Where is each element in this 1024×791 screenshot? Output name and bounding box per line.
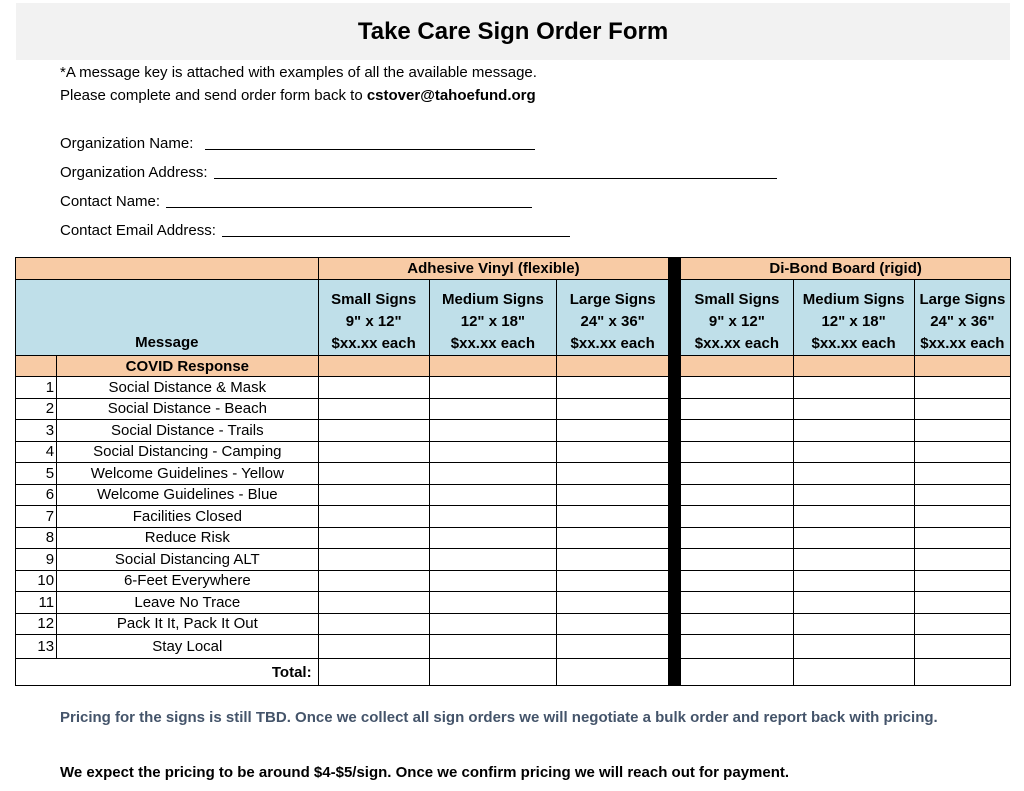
dibond-large-qty-input[interactable] xyxy=(914,441,1010,463)
vinyl-medium-qty-input[interactable] xyxy=(429,613,556,635)
dibond-medium-qty-input[interactable] xyxy=(793,463,914,485)
vinyl-small-qty-input[interactable] xyxy=(318,506,429,528)
dibond-large-qty-input[interactable] xyxy=(914,592,1010,614)
table-row xyxy=(16,506,1011,528)
vinyl-large-qty-input[interactable] xyxy=(557,506,669,528)
vinyl-small-header xyxy=(318,280,429,356)
total-row xyxy=(16,659,1011,686)
vinyl-large-qty-input[interactable] xyxy=(557,527,669,549)
contact-name-input[interactable] xyxy=(166,193,532,208)
vinyl-small-qty-input[interactable] xyxy=(318,570,429,592)
column-separator xyxy=(669,549,681,571)
dibond-medium-qty-input[interactable] xyxy=(793,506,914,528)
dibond-large-qty-input[interactable] xyxy=(914,527,1010,549)
vinyl-large-qty-input[interactable] xyxy=(557,570,669,592)
size-dims: 24" x 36" xyxy=(580,313,645,330)
group-header-blank xyxy=(16,258,319,280)
dibond-medium-qty-input[interactable] xyxy=(793,613,914,635)
row-message: Social Distancing ALT xyxy=(57,549,319,571)
size-name: Large Signs xyxy=(569,291,656,308)
row-message: Welcome Guidelines - Blue xyxy=(57,484,319,506)
size-name: Small Signs xyxy=(694,291,780,308)
vinyl-large-qty-input[interactable] xyxy=(557,549,669,571)
dibond-small-qty-input[interactable] xyxy=(681,549,793,571)
dibond-large-qty-input[interactable] xyxy=(914,570,1010,592)
vinyl-large-qty-input[interactable] xyxy=(557,613,669,635)
dibond-small-qty-input[interactable] xyxy=(681,635,793,659)
row-number: 10 xyxy=(16,570,57,592)
vinyl-small-qty-input[interactable] xyxy=(318,527,429,549)
dibond-small-qty-input[interactable] xyxy=(681,570,793,592)
size-price: $xx.xx each xyxy=(331,335,416,352)
section-num-cell xyxy=(16,356,57,377)
dibond-large-qty-input[interactable] xyxy=(914,506,1010,528)
size-name: Medium Signs xyxy=(442,291,544,308)
row-number: 6 xyxy=(16,484,57,506)
dibond-large-qty-input[interactable] xyxy=(914,635,1010,659)
table-row xyxy=(16,398,1011,420)
dibond-medium-qty-input[interactable] xyxy=(793,398,914,420)
dibond-large-qty-input[interactable] xyxy=(914,398,1010,420)
form-fields xyxy=(60,127,777,243)
vinyl-large-qty-input[interactable] xyxy=(557,484,669,506)
dibond-medium-qty-input[interactable] xyxy=(793,592,914,614)
table-row xyxy=(16,635,1011,659)
vinyl-medium-qty-input[interactable] xyxy=(429,570,556,592)
dibond-small-qty-input[interactable] xyxy=(681,441,793,463)
dibond-large-qty-input[interactable] xyxy=(914,484,1010,506)
title-bar xyxy=(16,3,1010,60)
column-separator xyxy=(669,463,681,485)
section-row xyxy=(16,356,1011,377)
size-header-row xyxy=(16,280,1011,356)
vinyl-large-qty-input[interactable] xyxy=(557,441,669,463)
dibond-large-qty-input[interactable] xyxy=(914,613,1010,635)
vinyl-large-qty-input[interactable] xyxy=(557,463,669,485)
row-number: 8 xyxy=(16,527,57,549)
table-row xyxy=(16,613,1011,635)
column-separator xyxy=(669,280,681,356)
dibond-small-qty-input[interactable] xyxy=(681,592,793,614)
organization-name-input[interactable] xyxy=(205,135,535,150)
vinyl-medium-qty-input[interactable] xyxy=(429,463,556,485)
section-cell xyxy=(681,356,793,377)
vinyl-small-qty-input[interactable] xyxy=(318,463,429,485)
section-cell xyxy=(318,356,429,377)
table-row xyxy=(16,549,1011,571)
dibond-medium-qty-input[interactable] xyxy=(793,484,914,506)
intro-line-2-text: Please complete and send order form back to xyxy=(60,87,367,104)
dibond-small-qty-input[interactable] xyxy=(681,420,793,442)
row-message: Social Distance - Trails xyxy=(57,420,319,442)
contact-name-field xyxy=(60,185,777,214)
section-cell xyxy=(793,356,914,377)
table-row xyxy=(16,592,1011,614)
contact-email-link[interactable]: cstover@tahoefund.org xyxy=(366,87,536,104)
column-separator xyxy=(669,484,681,506)
section-label: COVID Response xyxy=(57,356,319,377)
dibond-small-qty-input[interactable] xyxy=(681,377,793,399)
row-number: 3 xyxy=(16,420,57,442)
vinyl-small-qty-input[interactable] xyxy=(318,420,429,442)
size-name: Large Signs xyxy=(919,291,1006,308)
group-header-vinyl: Adhesive Vinyl (flexible) xyxy=(318,258,669,280)
vinyl-medium-qty-input[interactable] xyxy=(429,592,556,614)
dibond-small-qty-input[interactable] xyxy=(681,613,793,635)
vinyl-small-qty-input[interactable] xyxy=(318,484,429,506)
group-header-dibond: Di-Bond Board (rigid) xyxy=(681,258,1011,280)
column-separator xyxy=(669,659,681,686)
vinyl-medium-qty-input[interactable] xyxy=(429,635,556,659)
table-row xyxy=(16,570,1011,592)
column-separator xyxy=(669,527,681,549)
row-message: 6-Feet Everywhere xyxy=(57,570,319,592)
column-separator xyxy=(669,592,681,614)
vinyl-small-qty-input[interactable] xyxy=(318,441,429,463)
column-separator xyxy=(669,398,681,420)
dibond-medium-qty-input[interactable] xyxy=(793,527,914,549)
organization-name-field xyxy=(60,127,777,156)
size-price: $xx.xx each xyxy=(694,335,780,352)
section-cell xyxy=(914,356,1010,377)
vinyl-small-qty-input[interactable] xyxy=(318,635,429,659)
table-row xyxy=(16,441,1011,463)
row-message: Pack It It, Pack It Out xyxy=(57,613,319,635)
size-dims: 24" x 36" xyxy=(930,313,995,330)
dibond-small-total-cell[interactable] xyxy=(681,659,793,686)
column-separator xyxy=(669,441,681,463)
contact-name-label: Contact Name: xyxy=(60,193,161,210)
dibond-medium-qty-input[interactable] xyxy=(793,420,914,442)
organization-name-label: Organization Name: xyxy=(60,135,194,152)
dibond-small-qty-input[interactable] xyxy=(681,527,793,549)
order-table xyxy=(15,257,1011,686)
row-number: 9 xyxy=(16,549,57,571)
dibond-large-qty-input[interactable] xyxy=(914,420,1010,442)
row-number: 1 xyxy=(16,377,57,399)
table-row xyxy=(16,463,1011,485)
column-separator xyxy=(669,506,681,528)
dibond-medium-header xyxy=(793,280,914,356)
column-separator xyxy=(669,377,681,399)
dibond-medium-qty-input[interactable] xyxy=(793,570,914,592)
vinyl-medium-qty-input[interactable] xyxy=(429,506,556,528)
dibond-large-total-cell[interactable] xyxy=(914,659,1010,686)
vinyl-medium-qty-input[interactable] xyxy=(429,549,556,571)
dibond-small-header xyxy=(681,280,793,356)
vinyl-medium-qty-input[interactable] xyxy=(429,420,556,442)
dibond-medium-qty-input[interactable] xyxy=(793,377,914,399)
column-separator xyxy=(669,258,681,280)
size-name: Small Signs xyxy=(331,291,417,308)
dibond-large-qty-input[interactable] xyxy=(914,463,1010,485)
size-dims: 9" x 12" xyxy=(345,313,402,330)
dibond-large-qty-input[interactable] xyxy=(914,377,1010,399)
vinyl-medium-header xyxy=(429,280,556,356)
vinyl-medium-total-cell[interactable] xyxy=(429,659,556,686)
vinyl-large-qty-input[interactable] xyxy=(557,592,669,614)
page-title: Take Care Sign Order Form xyxy=(357,17,669,45)
dibond-medium-qty-input[interactable] xyxy=(793,441,914,463)
vinyl-medium-qty-input[interactable] xyxy=(429,484,556,506)
vinyl-small-qty-input[interactable] xyxy=(318,592,429,614)
dibond-small-qty-input[interactable] xyxy=(681,484,793,506)
row-message: Stay Local xyxy=(57,635,319,659)
column-separator xyxy=(669,635,681,659)
vinyl-large-qty-input[interactable] xyxy=(557,398,669,420)
message-header: Message xyxy=(16,280,319,356)
dibond-large-header xyxy=(914,280,1010,356)
row-message: Welcome Guidelines - Yellow xyxy=(57,463,319,485)
column-separator xyxy=(669,356,681,377)
group-header-row xyxy=(16,258,1011,280)
intro-text xyxy=(60,61,537,107)
vinyl-small-total-cell[interactable] xyxy=(318,659,429,686)
table-row xyxy=(16,377,1011,399)
dibond-medium-total-cell[interactable] xyxy=(793,659,914,686)
vinyl-medium-qty-input[interactable] xyxy=(429,527,556,549)
table-row xyxy=(16,420,1011,442)
section-cell xyxy=(557,356,669,377)
dibond-large-qty-input[interactable] xyxy=(914,549,1010,571)
pricing-tbd-note: Pricing for the signs is still TBD. Once we collect all sign orders we will negotiate a bulk order and report back with pricing. xyxy=(60,709,938,726)
pricing-expect-note: We expect the pricing to be around $4-$5/sign. Once we confirm pricing we will reach out for payment. xyxy=(60,764,790,781)
vinyl-small-qty-input[interactable] xyxy=(318,549,429,571)
vinyl-medium-qty-input[interactable] xyxy=(429,441,556,463)
size-price: $xx.xx each xyxy=(450,335,536,352)
organization-address-field xyxy=(60,156,777,185)
contact-email-input[interactable] xyxy=(222,222,570,237)
size-dims: 9" x 12" xyxy=(708,313,765,330)
row-message: Social Distancing - Camping xyxy=(57,441,319,463)
organization-address-label: Organization Address: xyxy=(60,164,208,181)
vinyl-medium-qty-input[interactable] xyxy=(429,377,556,399)
row-number: 4 xyxy=(16,441,57,463)
contact-email-field xyxy=(60,214,777,243)
vinyl-large-qty-input[interactable] xyxy=(557,377,669,399)
column-separator xyxy=(669,613,681,635)
row-number: 12 xyxy=(16,613,57,635)
row-number: 11 xyxy=(16,592,57,614)
row-message: Social Distance - Beach xyxy=(57,398,319,420)
vinyl-medium-qty-input[interactable] xyxy=(429,398,556,420)
row-message: Leave No Trace xyxy=(57,592,319,614)
size-price: $xx.xx each xyxy=(570,335,655,352)
vinyl-large-total-cell[interactable] xyxy=(557,659,669,686)
intro-line-2 xyxy=(60,84,537,107)
dibond-medium-qty-input[interactable] xyxy=(793,549,914,571)
row-message: Facilities Closed xyxy=(57,506,319,528)
column-separator xyxy=(669,420,681,442)
vinyl-large-header xyxy=(557,280,669,356)
column-separator xyxy=(669,570,681,592)
vinyl-small-qty-input[interactable] xyxy=(318,398,429,420)
size-price: $xx.xx each xyxy=(920,335,1005,352)
contact-email-label: Contact Email Address: xyxy=(60,222,216,239)
size-price: $xx.xx each xyxy=(811,335,896,352)
section-cell xyxy=(429,356,556,377)
row-number: 13 xyxy=(16,635,57,659)
row-number: 2 xyxy=(16,398,57,420)
dibond-small-qty-input[interactable] xyxy=(681,463,793,485)
size-dims: 12" x 18" xyxy=(460,313,526,330)
intro-line-1: *A message key is attached with examples of all the available message. xyxy=(60,64,537,81)
vinyl-small-qty-input[interactable] xyxy=(318,377,429,399)
vinyl-large-qty-input[interactable] xyxy=(557,420,669,442)
vinyl-small-qty-input[interactable] xyxy=(318,613,429,635)
row-number: 7 xyxy=(16,506,57,528)
dibond-small-qty-input[interactable] xyxy=(681,398,793,420)
dibond-small-qty-input[interactable] xyxy=(681,506,793,528)
size-dims: 12" x 18" xyxy=(821,313,886,330)
size-name: Medium Signs xyxy=(802,291,905,308)
total-label: Total: xyxy=(16,659,319,686)
row-message: Social Distance & Mask xyxy=(57,377,319,399)
table-row xyxy=(16,527,1011,549)
table-row xyxy=(16,484,1011,506)
row-number: 5 xyxy=(16,463,57,485)
organization-address-input[interactable] xyxy=(214,164,777,179)
row-message: Reduce Risk xyxy=(57,527,319,549)
dibond-medium-qty-input[interactable] xyxy=(793,635,914,659)
vinyl-large-qty-input[interactable] xyxy=(557,635,669,659)
